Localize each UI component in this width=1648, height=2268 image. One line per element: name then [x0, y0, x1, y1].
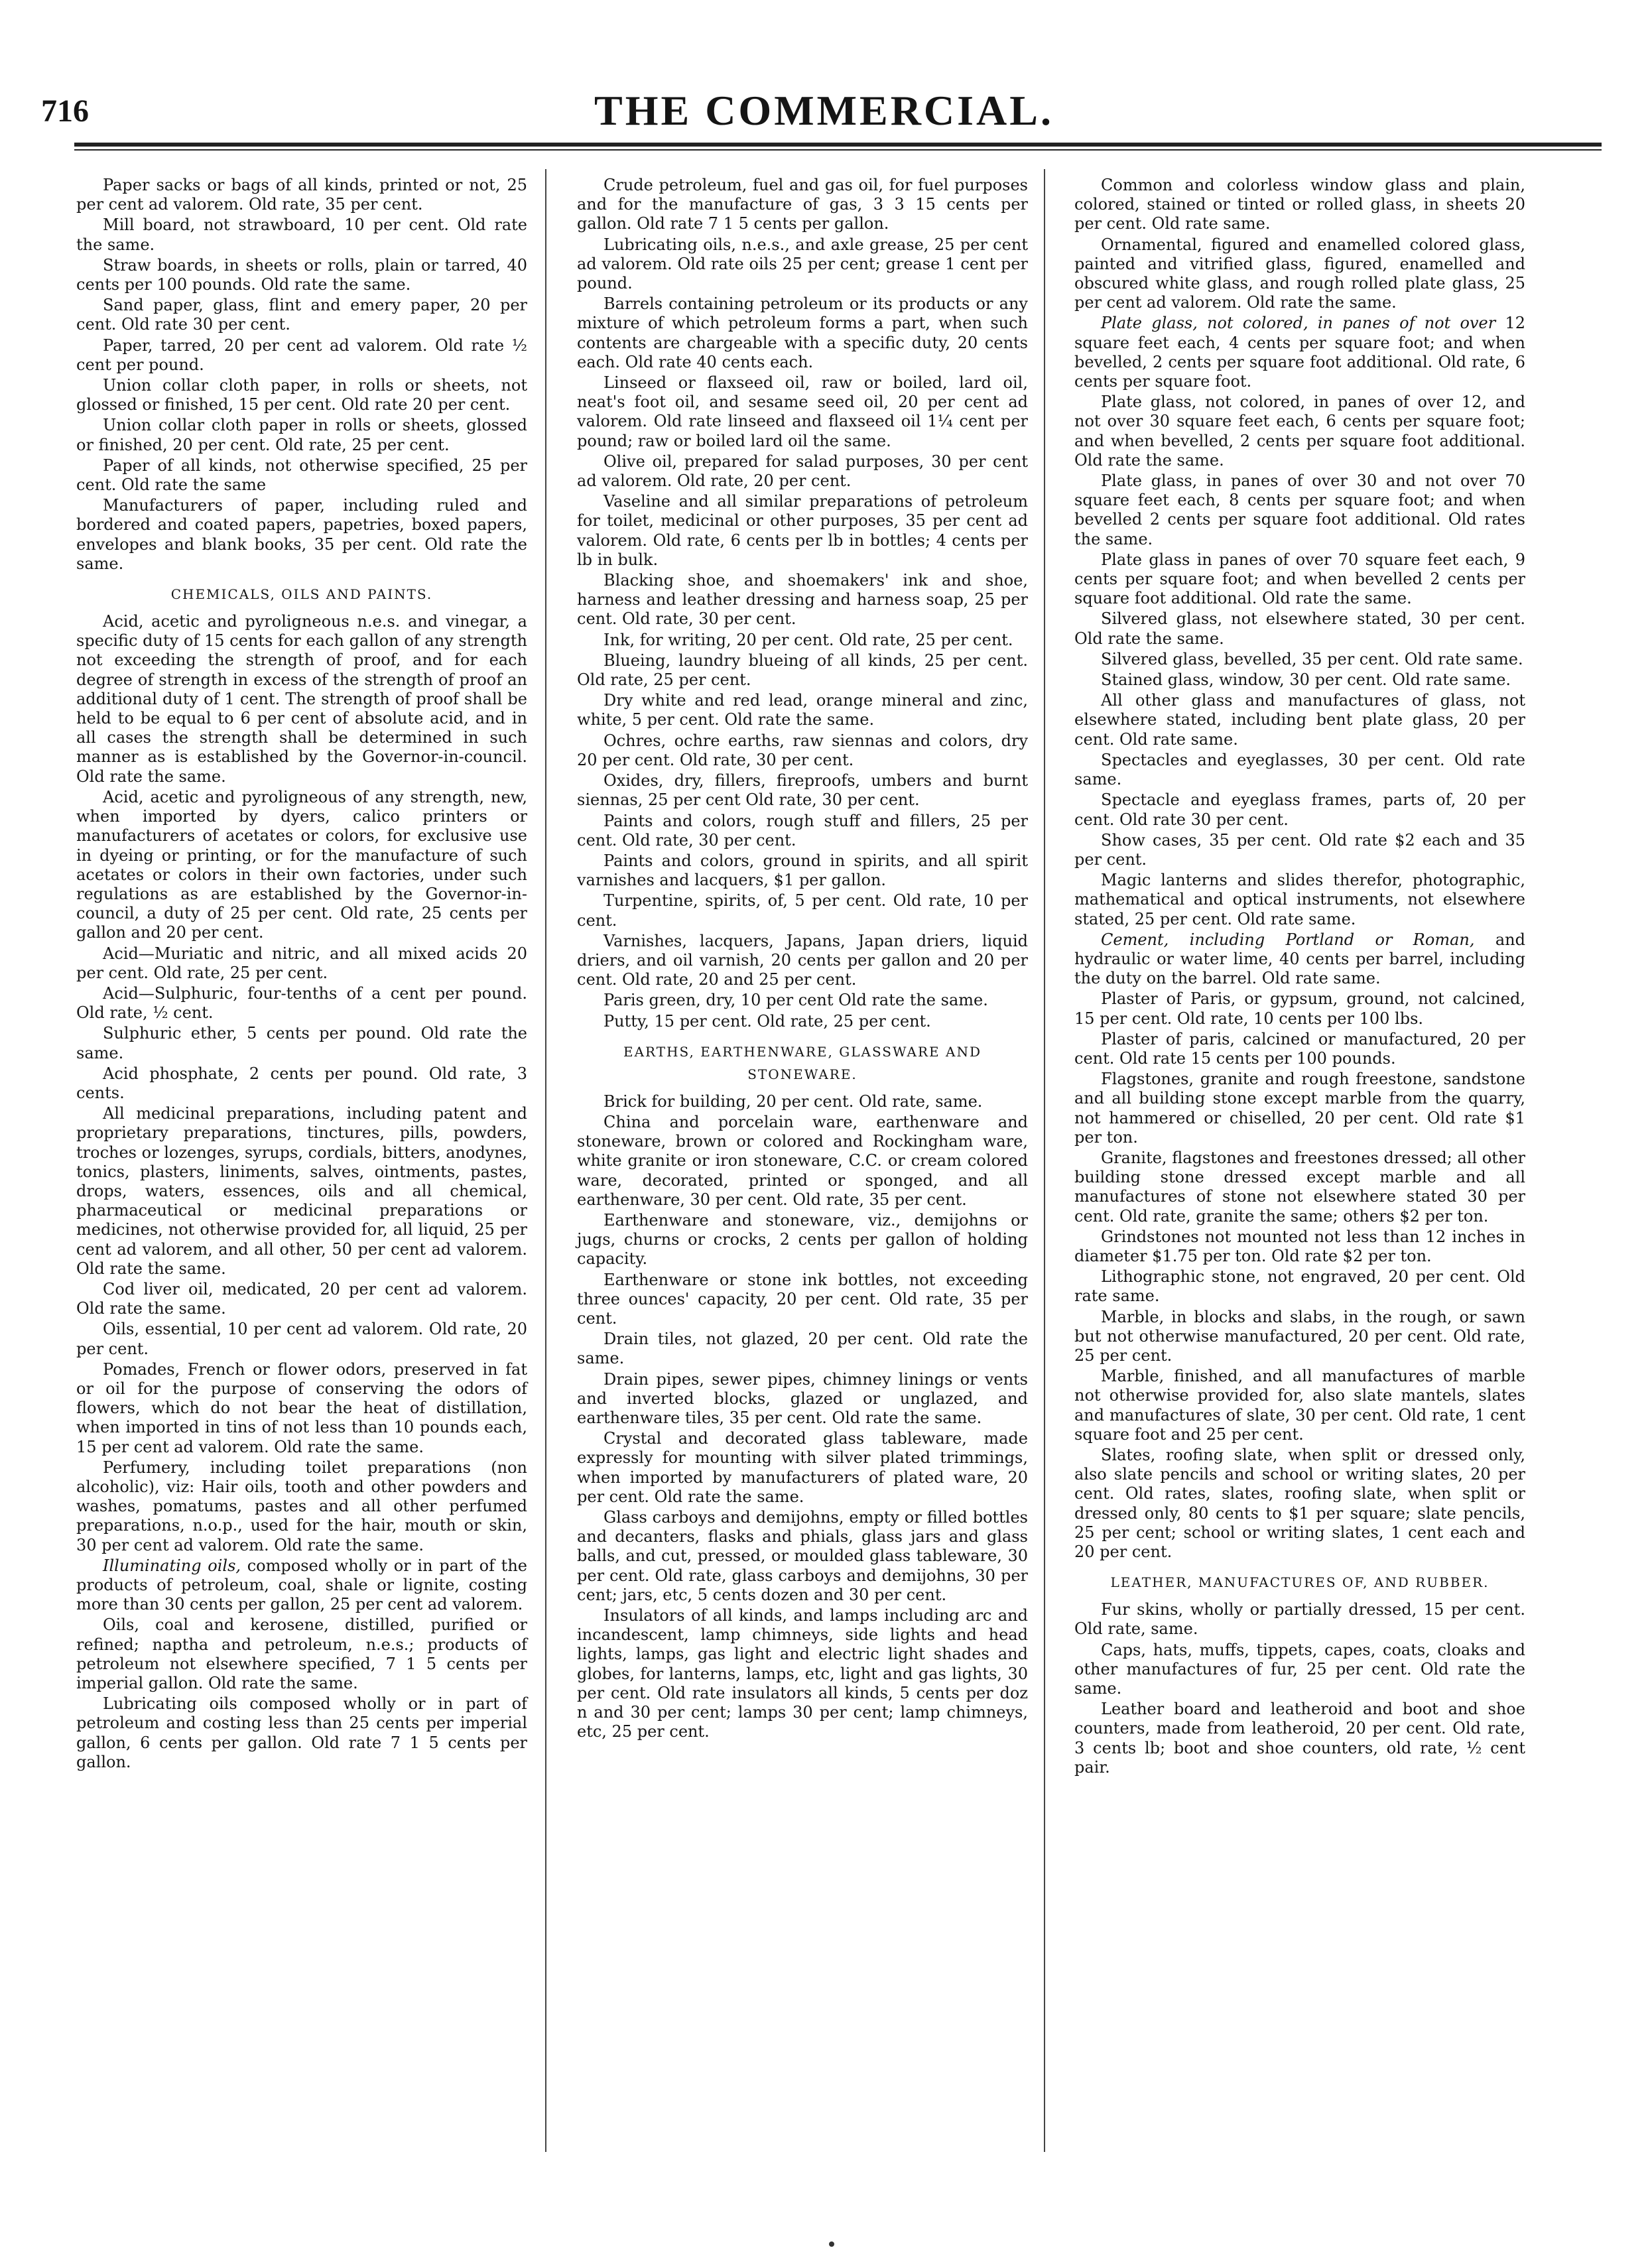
tariff-paragraph: Manufacturers of paper, including ruled and bordered and coated papers, papetries, boxed papers, envelopes and blank books, 35 per cent. Old rate the same.: [76, 496, 527, 573]
tariff-paragraph: Oxides, dry, fillers, fireproofs, umbers and burnt siennas, 25 per cent Old rate, 30 per cent.: [577, 771, 1028, 810]
tariff-paragraph: Blueing, laundry blueing of all kinds, 25 per cent. Old rate, 25 per cent.: [577, 651, 1028, 690]
tariff-paragraph: Crude petroleum, fuel and gas oil, for fuel purposes and for the manufacture of gas, 3 3 15 cents per gallon. Old rate 7 1 5 cents per gallon.: [577, 176, 1028, 233]
tariff-paragraph: Flagstones, granite and rough freestone, sandstone and all building stone except marble from the quarry, not hammered or chiselled, 20 per cent. Old rate $1 per ton.: [1074, 1070, 1525, 1147]
tariff-paragraph: Plate glass, not colored, in panes of over 12, and not over 30 square feet each, 6 cents per square foot; and when bevelled, 2 cents per square foot additional. Old rate the same.: [1074, 393, 1525, 470]
tariff-paragraph: Common and colorless window glass and plain, colored, stained or tinted or rolled glass, in sheets 20 per cent. Old rate same.: [1074, 176, 1525, 233]
tariff-paragraph: Plate glass in panes of over 70 square feet each, 9 cents per square foot; and when bevelled 2 cents per square foot additional. Old rate the same.: [1074, 550, 1525, 608]
tariff-paragraph: Pomades, French or flower odors, preserved in fat or oil for the purpose of conserving the odors of flowers, which do not bear the heat of distillation, when imported in tins of not less than 10 pounds each, 15 per cent ad valorem. Old rate the same.: [76, 1359, 527, 1456]
tariff-paragraph: Brick for building, 20 per cent. Old rate, same.: [603, 1092, 983, 1111]
tariff-paragraph: Silvered glass, bevelled, 35 per cent. Old rate same.: [1101, 649, 1523, 668]
tariff-paragraph: Insulators of all kinds, and lamps including arc and incandescent, lamp chimneys, side lights and head lights, lamps, gas light and electric light shades and globes, for lanterns, lamps, etc, light and gas lights, 30 per cent. Old rate insulators all kinds, 5 cents per doz n and 30 per cent; lamps 30 per cent; lamp chimneys, etc, 25 per cent.: [577, 1606, 1028, 1741]
paragraph-rest: and hydraulic or water lime, 40 cents per barrel, including the duty on the barrel. Old rate same.: [1074, 930, 1525, 988]
tariff-paragraph: Turpentine, spirits, of, 5 per cent. Old rate, 10 per cent.: [577, 891, 1028, 930]
tariff-paragraph: Blacking shoe, and shoemakers' ink and shoe, harness and leather dressing and harness soap, 25 per cent. Old rate, 30 per cent.: [577, 571, 1028, 629]
column-divider: [1044, 169, 1045, 2152]
tariff-paragraph: Marble, in blocks and slabs, in the rough, or sawn but not otherwise manufactured, 20 per cent. Old rate, 25 per cent.: [1074, 1307, 1525, 1365]
tariff-paragraph: Drain tiles, not glazed, 20 per cent. Old rate the same.: [577, 1330, 1028, 1368]
tariff-paragraph: Plate glass, in panes of over 30 and not over 70 square feet each, 8 cents per square foot; and when bevelled 2 cents per square foot additional. Old rates the same.: [1074, 472, 1525, 548]
text-column-3: [1074, 176, 1525, 1779]
tariff-paragraph: Linseed or flaxseed oil, raw or boiled, lard oil, neat's foot oil, and sesame seed oil, 20 per cent ad valorem. Old rate linseed and flaxseed oil 1¼ cent per pound; raw or boiled lard oil the same.: [577, 373, 1028, 450]
paragraph-rest: 12 square feet each, 4 cents per square foot; and when bevelled, 2 cents per square foot additional. Old rate, 6 cents per square foot.: [1074, 314, 1525, 391]
text-column-1: [76, 176, 527, 1773]
tariff-paragraph: [1074, 930, 1525, 989]
text-column-2: [577, 176, 1028, 1743]
tariff-paragraph: Fur skins, wholly or partially dressed, 15 per cent. Old rate, same.: [1074, 1600, 1525, 1639]
tariff-paragraph: Acid, acetic and pyroligneous n.e.s. and vinegar, a specific duty of 15 cents for each gallon of any strength not exceeding the strength of proof, and for each degree of strength in excess of the strength of proof an additional duty of 1 cent. The strength of proof shall be held to be equal to 6 per cent of absolute acid, and in all cases the strength shall be determined in such manner as is established by the Governor-in-council. Old rate the same.: [76, 612, 527, 786]
column-divider: [545, 169, 546, 2152]
tariff-paragraph: Caps, hats, muffs, tippets, capes, coats, cloaks and other manufactures of fur, 25 per cent. Old rate the same.: [1074, 1640, 1525, 1698]
tariff-paragraph: Union collar cloth paper in rolls or sheets, glossed or finished, 20 per cent. Old rate, 25 per cent.: [76, 416, 527, 454]
tariff-paragraph: Spectacles and eyeglasses, 30 per cent. Old rate same.: [1074, 750, 1525, 789]
tariff-paragraph: Acid, acetic and pyroligneous of any strength, new, when imported by dyers, calico printers or manufacturers of acetates or colors, for exclusive use in dyeing or printing, or for the manufacture of such acetates or colors in their own factories, under such regulations as are established by the Governor-in-council, a duty of 25 per cent. Old rate, 25 cents per gallon and 20 per cent.: [76, 787, 527, 942]
tariff-paragraph: Acid—Sulphuric, four-tenths of a cent per pound. Old rate, ½ cent.: [76, 983, 527, 1023]
tariff-paragraph: Leather board and leatheroid and boot and shoe counters, made from leatheroid, 20 per cent. Old rate, 3 cents lb; boot and shoe counters, old rate, ½ cent pair.: [1074, 1700, 1525, 1777]
tariff-paragraph: Barrels containing petroleum or its products or any mixture of which petroleum forms a part, when such contents are chargeable with a specific duty, 20 cents each. Old rate 40 cents each.: [577, 294, 1028, 371]
tariff-paragraph: Magic lanterns and slides therefor, photographic, mathematical and optical instruments, not elsewhere stated, 25 per cent. Old rate same.: [1074, 871, 1525, 928]
tariff-paragraph: Paper, tarred, 20 per cent ad valorem. Old rate ½ cent per pound.: [76, 336, 527, 374]
tariff-paragraph: Olive oil, prepared for salad purposes, 30 per cent ad valorem. Old rate, 20 per cent.: [577, 452, 1028, 491]
tariff-paragraph: Paper of all kinds, not otherwise specified, 25 per cent. Old rate the same: [76, 456, 527, 495]
tariff-paragraph: Glass carboys and demijohns, empty or filled bottles and decanters, flasks and phials, glass jars and glass balls, and cut, pressed, or moulded glass tableware, 30 per cent. Old rate, glass carboys and demijohns, 30 per cent; jars, etc, 5 cents dozen and 30 per cent.: [577, 1508, 1028, 1604]
tariff-paragraph: Ochres, ochre earths, raw siennas and colors, dry 20 per cent. Old rate, 30 per cent.: [577, 731, 1028, 769]
tariff-paragraph: Granite, flagstones and freestones dressed; all other building stone dressed except marble and all manufactures of stone not elsewhere stated 30 per cent. Old rate, granite the same; others $2 per ton.: [1074, 1148, 1525, 1226]
tariff-paragraph: Acid—Muriatic and nitric, and all mixed acids 20 per cent. Old rate, 25 per cent.: [76, 944, 527, 982]
tariff-paragraph: Cod liver oil, medicated, 20 per cent ad valorem. Old rate the same.: [76, 1279, 527, 1318]
tariff-paragraph: Lubricating oils composed wholly or in part of petroleum and costing less than 25 cents per imperial gallon, 6 cents per gallon. Old rate 7 1 5 cents per gallon.: [76, 1694, 527, 1771]
tariff-paragraph: Acid phosphate, 2 cents per pound. Old rate, 3 cents.: [76, 1064, 527, 1102]
tariff-paragraph: Varnishes, lacquers, Japans, Japan driers, liquid driers, and oil varnish, 20 cents per gallon and 20 per cent. Old rate, 20 and 25 per cent.: [577, 931, 1028, 989]
tariff-paragraph: Grindstones not mounted not less than 12 inches in diameter $1.75 per ton. Old rate $2 per ton.: [1074, 1227, 1525, 1265]
tariff-paragraph: Paints and colors, ground in spirits, and all spirit varnishes and lacquers, $1 per gallon.: [577, 851, 1028, 890]
tariff-paragraph: All other glass and manufactures of glass, not elsewhere stated, including bent plate glass, 20 per cent. Old rate same.: [1074, 691, 1525, 749]
tariff-paragraph: Plaster of Paris, or gypsum, ground, not calcined, 15 per cent. Old rate, 10 cents per 100 lbs.: [1074, 989, 1525, 1028]
tariff-paragraph: Lithographic stone, not engraved, 20 per cent. Old rate same.: [1074, 1267, 1525, 1306]
tariff-paragraph: Paris green, dry, 10 per cent Old rate the same.: [603, 991, 988, 1010]
tariff-paragraph: Paper sacks or bags of all kinds, printed or not, 25 per cent ad valorem. Old rate, 35 per cent.: [76, 176, 527, 214]
tariff-paragraph: Stained glass, window, 30 per cent. Old rate same.: [1101, 670, 1511, 690]
page-number: 716: [41, 94, 89, 129]
section-heading: CHEMICALS, OILS AND PAINTS.: [170, 586, 433, 603]
section-heading: LEATHER, MANUFACTURES OF, AND RUBBER.: [1110, 1574, 1490, 1591]
tariff-paragraph: Earthenware or stone ink bottles, not exceeding three ounces' capacity, 20 per cent. Old rate, 35 per cent.: [577, 1270, 1028, 1328]
tariff-paragraph: Ornamental, figured and enamelled colored glass, painted and vitrified glass, figured, enamelled and obscured white glass, and rough rolled plate glass, 25 per cent ad valorem. Old rate the same.: [1074, 235, 1525, 312]
tariff-paragraph: Ink, for writing, 20 per cent. Old rate, 25 per cent.: [603, 630, 1013, 649]
tariff-paragraph: Sulphuric ether, 5 cents per pound. Old rate the same.: [76, 1024, 527, 1062]
tariff-paragraph: Drain pipes, sewer pipes, chimney linings or vents and inverted blocks, glazed or unglazed, and earthenware tiles, 35 per cent. Old rate the same.: [577, 1369, 1028, 1427]
tariff-paragraph: Paints and colors, rough stuff and fillers, 25 per cent. Old rate, 30 per cent.: [577, 811, 1028, 850]
tariff-paragraph: Lubricating oils, n.e.s., and axle grease, 25 per cent ad valorem. Old rate oils 25 per cent; grease 1 cent per pound.: [577, 235, 1028, 293]
header-rule-thick: [74, 143, 1602, 147]
tariff-paragraph: China and porcelain ware, earthenware and stoneware, brown or colored and Rockingham ware, white granite or iron stoneware, C.C. or cream colored ware, decorated, printed or sponged, and all earthenware, 30 per cent. Old rate, 35 per cent.: [577, 1112, 1028, 1209]
tariff-paragraph: Sand paper, glass, flint and emery paper, 20 per cent. Old rate 30 per cent.: [76, 296, 527, 334]
section-heading: EARTHS, EARTHENWARE, GLASSWARE AND STONEWARE.: [623, 1043, 982, 1082]
tariff-paragraph: Silvered glass, not elsewhere stated, 30 per cent. Old rate the same.: [1074, 609, 1525, 648]
footer-mark: [829, 2241, 834, 2247]
tariff-paragraph: All medicinal preparations, including patent and proprietary preparations, tinctures, pills, powders, troches or lozenges, syrups, cordials, bitters, anodynes, tonics, plasters, liniments, salves, ointments, pastes, drops, waters, essences, oils and all chemical, pharmaceutical or medicinal preparations or medicines, not otherwise provided for, all liquid, 25 per cent ad valorem, and all other, 50 per cent ad valorem. Old rate the same.: [76, 1104, 527, 1278]
tariff-paragraph: Putty, 15 per cent. Old rate, 25 per cent.: [603, 1011, 931, 1031]
italic-lead: Cement, including Portland or Roman,: [1101, 930, 1475, 949]
header-rule-thin: [74, 149, 1602, 151]
tariff-paragraph: [76, 1556, 527, 1615]
tariff-paragraph: Union collar cloth paper, in rolls or sheets, not glossed or finished, 15 per cent. Old rate 20 per cent.: [76, 376, 527, 414]
masthead-title: THE COMMERCIAL.: [594, 87, 1054, 134]
tariff-paragraph: Plaster of paris, calcined or manufactured, 20 per cent. Old rate 15 cents per 100 pounds.: [1074, 1029, 1525, 1068]
tariff-paragraph: Earthenware and stoneware, viz., demijohns or jugs, churns or crocks, 2 cents per gallon of holding capacity.: [577, 1210, 1028, 1269]
tariff-paragraph: Show cases, 35 per cent. Old rate $2 each and 35 per cent.: [1074, 830, 1525, 869]
tariff-paragraph: Dry white and red lead, orange mineral and zinc, white, 5 per cent. Old rate the same.: [577, 691, 1028, 729]
tariff-paragraph: Slates, roofing slate, when split or dressed only, also slate pencils and school or writing slates, 20 per cent. Old rates, slates, roofing slate, when split or dressed only, 80 cents to $1 per square; slate pencils, 25 per cent; school or writing slates, 1 cent each and 20 per cent.: [1074, 1446, 1525, 1562]
tariff-paragraph: Marble, finished, and all manufactures of marble not otherwise provided for, also slate mantels, slates and manufactures of slate, 30 per cent. Old rate, 1 cent square foot and 25 per cent.: [1074, 1367, 1525, 1444]
tariff-paragraph: Spectacle and eyeglass frames, parts of, 20 per cent. Old rate 30 per cent.: [1074, 790, 1525, 829]
tariff-paragraph: Vaseline and all similar preparations of petroleum for toilet, medicinal or other purposes, 35 per cent ad valorem. Old rate, 6 cents per lb in bottles; 4 cents per lb in bulk.: [577, 492, 1028, 569]
tariff-paragraph: Oils, essential, 10 per cent ad valorem. Old rate, 20 per cent.: [76, 1320, 527, 1358]
tariff-paragraph: Perfumery, including toilet preparations (non alcoholic), viz: Hair oils, tooth and other powders and washes, pomatums, pastes and all other perfumed preparations, n.o.p., used for the hair, mouth or skin, 30 per cent ad valorem. Old rate the same.: [76, 1458, 527, 1554]
tariff-paragraph: Crystal and decorated glass tableware, made expressly for mounting with silver plated trimmings, when imported by manufacturers of plated ware, 20 per cent. Old rate the same.: [577, 1429, 1028, 1506]
tariff-paragraph: [1074, 314, 1525, 391]
page-header: [0, 0, 1648, 146]
paragraph-rest: composed wholly or in part of the products of petroleum, coal, shale or lignite, costing more than 30 cents per gallon, 25 per cent ad valorem.: [76, 1556, 527, 1614]
italic-lead: Illuminating oils,: [103, 1556, 241, 1575]
tariff-paragraph: Straw boards, in sheets or rolls, plain or tarred, 40 cents per 100 pounds. Old rate the same.: [76, 255, 527, 294]
italic-lead: Plate glass, not colored, in panes of not over: [1101, 314, 1496, 333]
tariff-paragraph: Oils, coal and kerosene, distilled, purified or refined; naptha and petroleum, n.e.s.; products of petroleum not elsewhere specified, 7 1 5 cents per imperial gallon. Old rate the same.: [76, 1615, 527, 1693]
tariff-paragraph: Mill board, not strawboard, 10 per cent. Old rate the same.: [76, 216, 527, 254]
